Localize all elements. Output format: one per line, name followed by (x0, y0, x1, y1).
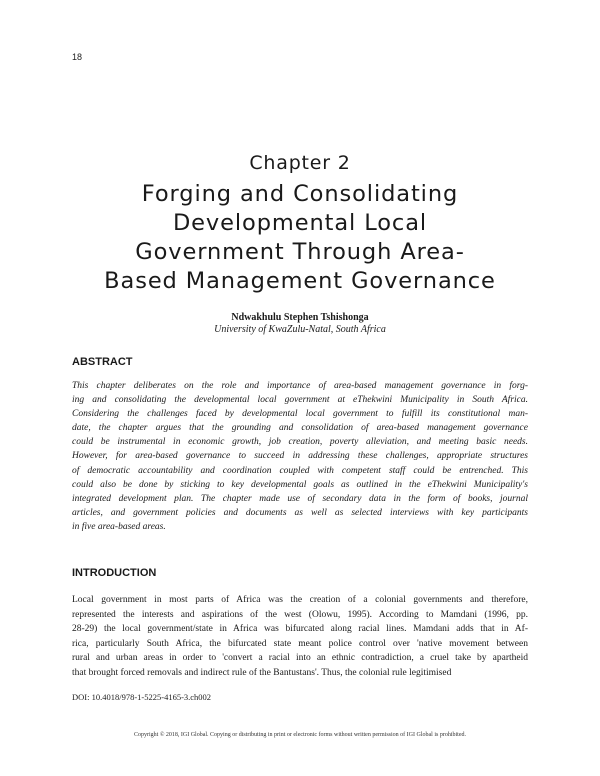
introduction-body (72, 593, 528, 681)
abstract-line: of democratic accountability and coordination coupled with competent staff could be entrenched. This (72, 465, 528, 476)
introduction-line: that brought forced removals and indirect rule of the Bantustans'. Thus, the colonial rule legitimised (72, 667, 452, 678)
introduction-line: rural and urban areas in order to 'convert a racial into an ethnic contradiction, a cruel take by apartheid (72, 653, 528, 664)
introduction-heading: INTRODUCTION (72, 567, 157, 579)
abstract-line: could be instrumental in economic growth, job creation, poverty alleviation, and meeting basic needs. (72, 437, 528, 448)
chapter-title-line: Forging and Consolidating (141, 181, 459, 207)
abstract-line: ing and consolidating the developmental local government at eThekwini Municipality in South Africa. (72, 395, 528, 406)
chapter-title-line: Developmental Local (172, 210, 428, 236)
abstract-line: articles, and government policies and documents as well as selected interviews with key participants (72, 507, 528, 518)
abstract-heading: ABSTRACT (72, 356, 133, 368)
page-number: 18 (72, 52, 83, 62)
abstract-line: integrated development plan. The chapter made use of secondary data in the form of books, journal (72, 493, 528, 504)
abstract-line: date, the chapter argues that the grounding and consolidation of area-based management governance (72, 423, 528, 434)
author-name: Ndwakhulu Stephen Tshishonga (231, 312, 369, 323)
abstract-line: However, for area-based governance to succeed in addressing these challenges, appropriate structures (72, 451, 528, 462)
doi-line: DOI: 10.4018/978-1-5225-4165-3.ch002 (72, 692, 212, 702)
abstract-line: Considering the challenges faced by developmental local government to fulfill its constitutional man- (72, 409, 528, 420)
chapter-title-line: Government Through Area- (135, 239, 465, 265)
abstract-line: in five area-based areas. (72, 521, 166, 532)
abstract-line: could also be done by sticking to key developmental goals as outlined in the eThekwini Municipality's (72, 479, 528, 490)
abstract-body (72, 379, 528, 534)
introduction-line: 28-29) the local government/state in Africa was bifurcated along racial lines. Mamdani adds that in Af- (72, 624, 528, 635)
introduction-line: Local government in most parts of Africa was the creation of a colonial governments and therefore, (72, 595, 528, 605)
author-affiliation: University of KwaZulu-Natal, South Africa (214, 324, 386, 335)
copyright-notice: Copyright © 2018, IGI Global. Copying or distributing in print or electronic forms without written permission of IGI Global is prohibited. (133, 732, 466, 738)
chapter-title (60, 180, 540, 296)
introduction-line: represented the interests and aspirations of the west (Olowu, 1995). According to Mamdani (1996, pp. (72, 609, 528, 620)
chapter-title-line: Based Management Governance (104, 268, 496, 294)
introduction-line: rica, particularly South Africa, the bifurcated state meant police control over 'native movement between (72, 638, 528, 649)
abstract-line: This chapter deliberates on the role and importance of area-based management governance in forg- (72, 381, 528, 391)
chapter-label: Chapter 2 (249, 152, 351, 174)
